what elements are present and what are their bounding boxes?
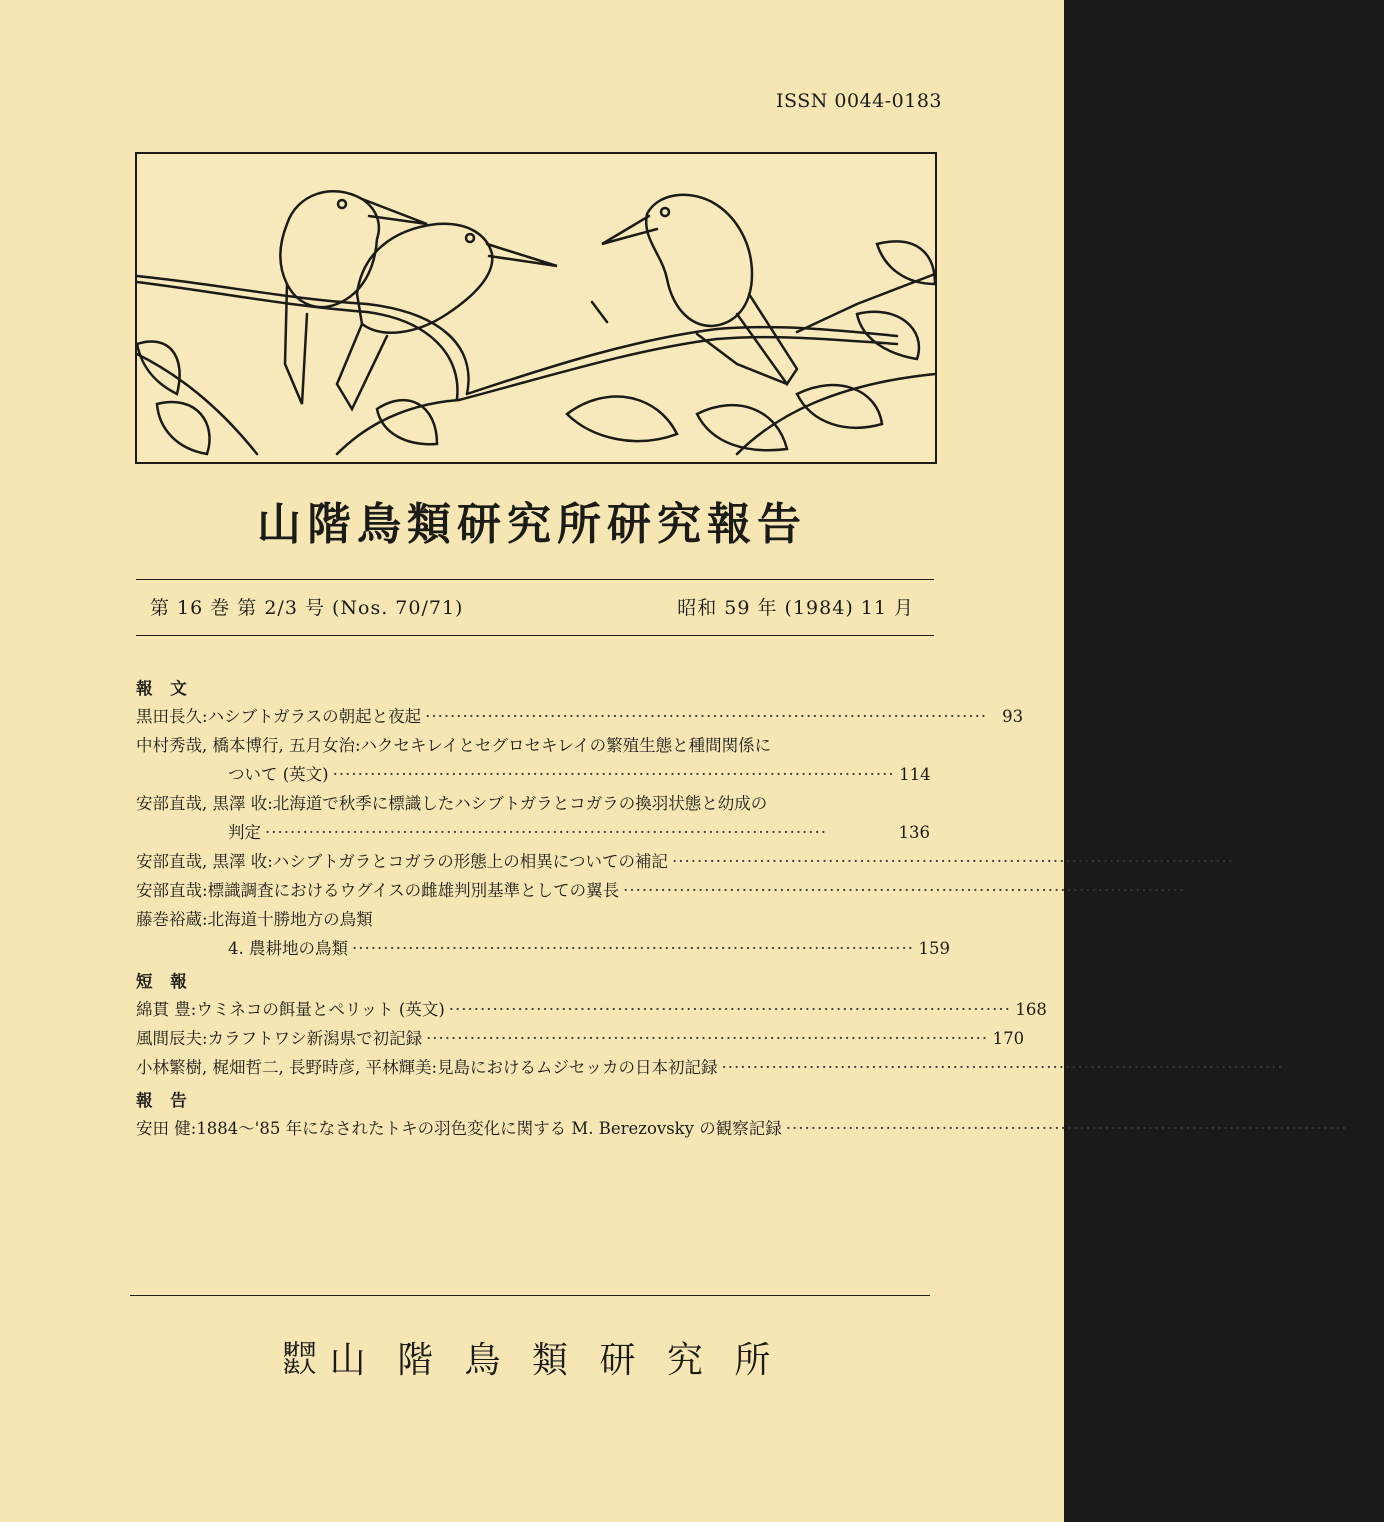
toc-page: 136 [898,823,930,842]
toc-leader-dots: ·························································································· [265,823,828,842]
toc-title: 判定 [228,823,261,842]
toc-leader-dots: ·························································································· [721,1058,1284,1077]
toc-page: 151 [1189,881,1222,900]
corporation-mark-top: 財団 [283,1339,316,1359]
toc-page: 170 [992,1029,1025,1048]
toc-page: 93 [1002,707,1024,726]
toc-author: 小林繁樹, 梶畑哲二, 長野時彦, 平林輝美: [136,1058,438,1077]
toc-title: ウミネコの餌量とペリット (英文) [196,1000,445,1019]
toc-page: 172 [1288,1058,1320,1077]
toc-leader-dots: ·························································································· [352,939,915,958]
toc-author: 安田 健: [136,1119,197,1138]
toc-page: 159 [918,939,951,958]
toc-author: 中村秀哉, 橋本博行, 五月女治: [136,736,361,755]
toc-title: 標識調査におけるウグイスの雌雄判別基準としての翼長 [207,881,620,900]
journal-title: 山階鳥類研究所研究報告 [257,499,807,550]
date-line: 昭和 59 年 (1984) 11 月 [677,597,914,619]
toc-entry[interactable] [136,995,1047,1024]
toc-entry[interactable] [136,1053,1320,1082]
toc-leader-dots: ·························································································· [426,1029,989,1048]
toc-leader-dots: ·························································································· [332,765,895,784]
toc-entry[interactable] [136,789,930,818]
section-heading-articles: 報 文 [136,679,193,698]
toc-author: 安部直哉, 黒澤 收: [136,852,273,871]
toc-title: 北海道十勝地方の鳥類 [207,910,373,929]
toc-title: 北海道で秋季に標識したハシブトガラとコガラの換羽状態と幼成の [272,794,768,813]
kingfisher-birds-illustration [135,152,937,464]
toc-title: ハクセキレイとセグロセキレイの繁殖生態と種間関係に [360,736,772,755]
toc-title: ついて (英文) [228,765,329,784]
toc-page: 168 [1015,1000,1047,1019]
toc-entry[interactable] [136,818,930,847]
section-heading-reports: 報 告 [136,1091,193,1110]
toc-leader-dots: ·························································································· [623,881,1186,900]
toc-title: ハシブトガラスの朝起と夜起 [207,707,422,726]
toc-author: 黒田長久: [136,707,208,726]
toc-leader-dots: ·························································································· [425,707,988,726]
toc-entry[interactable] [136,847,1271,876]
publisher-name: 山 階 鳥 類 研 究 所 [329,1340,781,1381]
footer-divider [130,1295,930,1296]
toc-title: カラフトワシ新潟県で初記録 [207,1029,423,1048]
toc-author: 安部直哉, 黒澤 收: [136,794,273,813]
divider-bottom [136,635,934,636]
birds-on-branch-icon [137,154,935,462]
toc-entry[interactable] [136,876,1222,905]
toc-author: 綿貫 豊: [136,1000,197,1019]
toc-page: 142 [1238,852,1271,871]
toc-leader-dots: ·························································································· [785,1119,1348,1138]
toc-entry[interactable] [136,702,1024,731]
corporation-mark-bottom: 法人 [283,1356,316,1376]
toc-entry[interactable] [136,1114,1384,1143]
toc-title: 見島におけるムジセッカの日本初記録 [437,1058,718,1077]
toc-entry[interactable] [136,934,951,963]
toc-title: ハシブトガラとコガラの形態上の相異についての補記 [272,852,668,871]
toc-title: 4. 農耕地の鳥類 [228,939,348,958]
toc-author: 風間辰夫: [136,1029,208,1048]
toc-leader-dots: ·························································································· [671,852,1235,871]
toc-entry[interactable] [136,731,930,760]
issn-label: ISSN 0044-0183 [776,90,942,112]
toc-leader-dots: ·························································································· [448,1000,1011,1019]
toc-entry[interactable] [136,905,930,934]
divider-top [136,579,934,580]
publisher-block [0,1332,1064,1383]
toc-entry[interactable] [136,1024,1025,1053]
toc-author: 安部直哉: [136,881,208,900]
section-heading-short-reports: 短 報 [136,972,193,991]
table-of-contents [136,676,1384,1143]
toc-page: 114 [899,765,931,784]
toc-title: 1884～'85 年になされたトキの羽色変化に関する M. Berezovsky の観察記録 [196,1119,782,1138]
toc-page: 174 [1352,1119,1384,1138]
toc-entry[interactable] [136,760,930,789]
toc-author: 藤巻裕蔵: [136,910,208,929]
corporation-mark [284,1341,316,1375]
volume-line: 第 16 巻 第 2/3 号 (Nos. 70/71) [150,597,464,619]
